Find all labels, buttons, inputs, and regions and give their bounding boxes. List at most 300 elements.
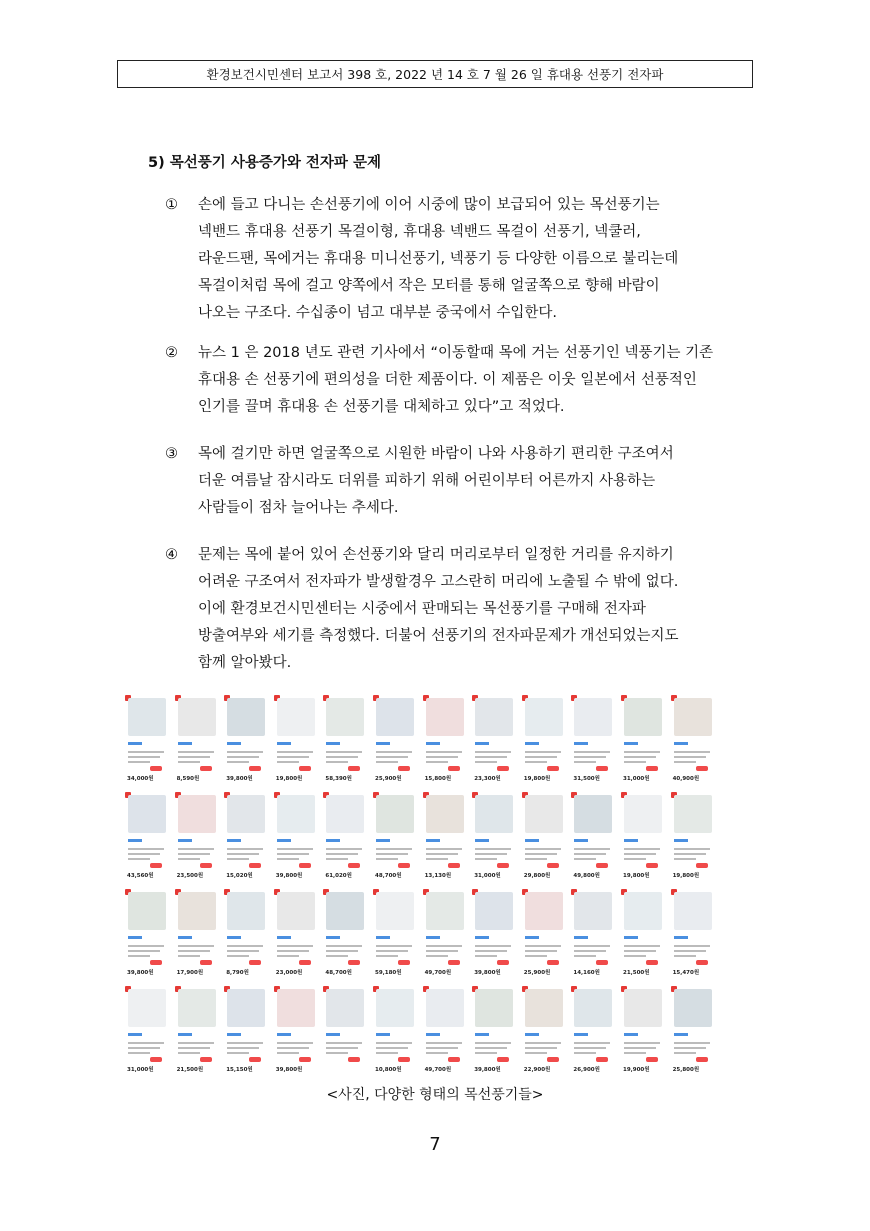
product-card [620,985,664,1079]
discount-badge [249,863,261,868]
product-price: 25,900원 [523,970,551,976]
paragraph-line: 휴대용 손 선풍기에 편의성을 더한 제품이다. 이 제품은 이웃 일본에서 선풍적인 [198,372,697,388]
product-title-line [178,955,200,957]
product-title-line [426,1042,462,1044]
product-title-line [326,853,358,855]
product-title-line [128,1042,164,1044]
seller-tag [227,1033,241,1036]
product-title-line [227,955,249,957]
product-thumbnail [277,795,315,833]
product-title-line [674,1052,696,1054]
product-title-line [426,950,458,952]
paragraph-number: ② [165,345,178,361]
product-title-line [178,1047,210,1049]
discount-badge [398,1057,410,1062]
discount-badge [249,1057,261,1062]
discount-badge [596,960,608,965]
product-title-line [574,756,606,758]
product-title-line [525,761,547,763]
product-card [124,985,168,1079]
product-title-line [326,751,362,753]
photo-caption: <사진, 다양한 형태의 목선풍기들> [326,1087,544,1103]
discount-badge [646,863,658,868]
discount-badge [448,766,460,771]
discount-badge [348,863,360,868]
seller-tag [624,839,638,842]
product-thumbnail [674,698,712,736]
product-card [670,888,714,982]
product-title-line [128,1052,150,1054]
product-price: 19,800원 [275,776,303,782]
product-title-line [277,858,299,860]
product-title-line [277,1052,299,1054]
product-title-line [574,950,606,952]
product-price: 40,900원 [672,776,700,782]
product-price: 39,800원 [474,1067,501,1073]
product-card [273,791,317,885]
product-title-line [277,950,309,952]
discount-badge [299,766,311,771]
product-thumbnail [227,795,265,833]
product-thumbnail [326,698,364,736]
product-price: 19,800원 [623,873,650,879]
product-thumbnail [326,795,364,833]
discount-badge [398,960,410,965]
discount-badge [696,863,708,868]
product-title-line [574,761,596,763]
product-title-line [128,950,160,952]
paragraph-line: 사람들이 점차 늘어나는 추세다. [198,500,399,516]
product-title-line [674,1047,706,1049]
product-title-line [277,945,313,947]
product-title-line [674,1042,710,1044]
product-price: 49,700원 [424,970,452,976]
seller-tag [574,839,588,842]
product-title-line [624,751,660,753]
product-thumbnail [426,892,464,930]
seller-tag [128,1033,142,1036]
product-title-line [178,945,214,947]
product-card [521,888,565,982]
discount-badge [497,960,509,965]
product-price: 15,470원 [672,970,700,976]
product-thumbnail [376,892,414,930]
product-price: 23,300원 [474,776,501,782]
paragraph-line: 뉴스 1 은 2018 년도 관련 기사에서 “이동할때 목에 거는 선풍기인 넥풍기는 기존 [198,345,714,361]
product-card [670,694,714,788]
product-thumbnail [227,989,265,1027]
product-title-line [128,848,164,850]
product-card [471,694,515,788]
seller-tag [674,839,688,842]
product-price: 15,150원 [226,1067,253,1073]
product-title-line [525,950,557,952]
seller-tag [178,936,192,939]
discount-badge [348,1057,360,1062]
product-title-line [277,1042,313,1044]
discount-badge [696,960,708,965]
product-card [422,985,466,1079]
product-thumbnail [277,892,315,930]
product-title-line [674,945,710,947]
product-thumbnail [525,795,563,833]
product-price: 49,700원 [424,1067,452,1073]
paragraph-line: 방출여부와 세기를 측정했다. 더불어 선풍기의 전자파문제가 개선되었는지도 [198,628,679,644]
product-thumbnail [128,892,166,930]
discount-badge [646,766,658,771]
product-title-line [525,1042,561,1044]
seller-tag [326,1033,340,1036]
product-thumbnail [426,795,464,833]
product-price: 21,500원 [176,1067,204,1073]
discount-badge [547,960,559,965]
product-title-line [574,1042,610,1044]
product-price: 58,390원 [325,776,352,782]
paragraph-line: 넥밴드 휴대용 선풍기 목걸이형, 휴대용 넥밴드 목걸이 선풍기, 넥쿨러, [198,224,641,240]
product-title-line [227,756,259,758]
paragraph-line: 이에 환경보건시민센터는 시중에서 판매되는 목선풍기를 구매해 전자파 [198,601,646,617]
product-card [223,985,267,1079]
product-thumbnail [574,698,612,736]
product-title-line [128,853,160,855]
discount-badge [150,960,162,965]
product-title-line [624,1047,656,1049]
seller-tag [624,936,638,939]
product-card [174,985,218,1079]
product-title-line [376,761,398,763]
product-thumbnail [674,989,712,1027]
discount-badge [150,766,162,771]
discount-badge [547,1057,559,1062]
product-title-line [277,1047,309,1049]
product-thumbnail [277,698,315,736]
product-title-line [376,955,398,957]
product-title-line [277,751,313,753]
product-title-line [227,1052,249,1054]
seller-tag [128,839,142,842]
product-thumbnail [227,892,265,930]
product-price: 31,000원 [623,776,650,782]
product-price: 39,800원 [275,1067,303,1073]
product-title-line [426,945,462,947]
product-title-line [525,848,561,850]
product-card [372,791,416,885]
paragraph-number: ④ [165,547,178,563]
product-title-line [326,848,362,850]
product-title-line [475,761,497,763]
product-thumbnail [574,989,612,1027]
product-price: 23,000원 [275,970,303,976]
seller-tag [178,1033,192,1036]
product-title-line [178,858,200,860]
product-title-line [525,945,561,947]
discount-badge [646,1057,658,1062]
product-thumbnail [426,698,464,736]
product-title-line [525,1052,547,1054]
product-title-line [624,756,656,758]
product-card [174,791,218,885]
product-thumbnail [525,892,563,930]
product-title-line [574,1047,606,1049]
paragraph-line: 나오는 구조다. 수십종이 넘고 대부분 중국에서 수입한다. [198,305,558,321]
seller-tag [674,1033,688,1036]
seller-tag [376,936,390,939]
product-title-line [277,955,299,957]
product-title-line [326,950,358,952]
product-thumbnail [426,989,464,1027]
product-title-line [426,1047,458,1049]
product-title-line [674,858,696,860]
seller-tag [574,742,588,745]
seller-tag [574,1033,588,1036]
product-title-line [326,858,348,860]
seller-tag [525,1033,539,1036]
discount-badge [646,960,658,965]
product-card [570,888,614,982]
discount-badge [348,960,360,965]
paragraph-3 [165,441,755,522]
discount-badge [299,863,311,868]
product-title-line [525,955,547,957]
product-title-line [376,858,398,860]
product-title-line [227,853,259,855]
seller-tag [376,1033,390,1036]
product-title-line [475,853,507,855]
discount-badge [696,1057,708,1062]
product-price: 19,800원 [672,873,700,879]
product-card [471,791,515,885]
product-thumbnail [624,989,662,1027]
discount-badge [200,1057,212,1062]
product-card [223,694,267,788]
product-title-line [376,945,412,947]
product-title-line [624,950,656,952]
product-card [223,791,267,885]
product-title-line [525,751,561,753]
product-title-line [128,761,150,763]
product-title-line [624,761,646,763]
seller-tag [426,742,440,745]
product-title-line [376,1052,398,1054]
discount-badge [596,1057,608,1062]
seller-tag [475,742,489,745]
seller-tag [624,1033,638,1036]
paragraph-number: ③ [165,446,178,462]
product-thumbnail [376,989,414,1027]
section-title: 5) 목선풍기 사용증가와 전자파 문제 [148,155,382,171]
discount-badge [497,1057,509,1062]
product-title-line [574,853,606,855]
product-price: 22,900원 [523,1067,551,1073]
product-title-line [376,1047,408,1049]
product-card [372,985,416,1079]
product-thumbnail [326,892,364,930]
product-price: 39,800원 [275,873,303,879]
seller-tag [227,839,241,842]
product-thumbnail [475,892,513,930]
product-photo-grid [124,694,719,1078]
product-title-line [426,858,448,860]
discount-badge [696,766,708,771]
product-price: 25,900원 [375,776,402,782]
seller-tag [475,839,489,842]
product-price: 23,500원 [176,873,204,879]
product-title-line [475,955,497,957]
product-title-line [426,756,458,758]
seller-tag [376,742,390,745]
paragraph-line: 더운 여름날 잠시라도 더위를 피하기 위해 어린이부터 어른까지 사용하는 [198,473,656,489]
product-price: 48,700원 [375,873,402,879]
product-title-line [674,761,696,763]
product-price: 15,020원 [226,873,253,879]
product-thumbnail [128,698,166,736]
product-title-line [574,848,610,850]
seller-tag [624,742,638,745]
paragraph-4 [165,542,755,677]
product-thumbnail [178,892,216,930]
product-title-line [574,955,596,957]
discount-badge [200,960,212,965]
product-title-line [227,950,259,952]
product-title-line [178,761,200,763]
product-card [620,888,664,982]
product-thumbnail [475,698,513,736]
product-title-line [475,950,507,952]
product-card [322,694,366,788]
product-thumbnail [326,989,364,1027]
product-price: 43,560원 [127,873,154,879]
product-title-line [574,751,610,753]
discount-badge [150,1057,162,1062]
product-price: 8,790원 [226,970,249,976]
discount-badge [596,766,608,771]
product-card [670,791,714,885]
product-title-line [525,853,557,855]
product-thumbnail [475,795,513,833]
product-title-line [326,761,348,763]
product-thumbnail [525,989,563,1027]
discount-badge [596,863,608,868]
product-card [322,985,366,1079]
product-title-line [227,1047,259,1049]
product-thumbnail [624,892,662,930]
seller-tag [525,839,539,842]
product-price: 26,900원 [573,1067,600,1073]
product-title-line [178,1042,214,1044]
product-card [521,694,565,788]
seller-tag [277,1033,291,1036]
product-price: 39,800원 [226,776,253,782]
seller-tag [326,742,340,745]
seller-tag [426,1033,440,1036]
product-card [620,791,664,885]
product-title-line [624,1042,660,1044]
product-title-line [624,955,646,957]
discount-badge [497,863,509,868]
product-card [422,694,466,788]
discount-badge [398,863,410,868]
seller-tag [128,936,142,939]
seller-tag [475,936,489,939]
product-price: 31,000원 [127,1067,154,1073]
product-thumbnail [475,989,513,1027]
product-price: 29,800원 [523,873,551,879]
seller-tag [277,742,291,745]
seller-tag [227,936,241,939]
product-title-line [178,848,214,850]
product-title-line [178,751,214,753]
discount-badge [547,766,559,771]
product-thumbnail [674,892,712,930]
seller-tag [178,742,192,745]
product-title-line [326,756,358,758]
product-title-line [326,955,348,957]
product-title-line [426,1052,448,1054]
seller-tag [475,1033,489,1036]
seller-tag [674,936,688,939]
product-price: 49,800원 [573,873,600,879]
product-card [322,791,366,885]
seller-tag [277,839,291,842]
report-header [117,60,753,88]
product-title-line [277,848,313,850]
product-title-line [376,756,408,758]
seller-tag [326,839,340,842]
product-title-line [376,853,408,855]
product-card [471,985,515,1079]
product-title-line [525,1047,557,1049]
seller-tag [376,839,390,842]
product-title-line [475,756,507,758]
product-card [174,694,218,788]
product-card [570,791,614,885]
product-card [471,888,515,982]
paragraph-number: ① [165,197,178,213]
discount-badge [448,960,460,965]
product-title-line [128,1047,160,1049]
product-title-line [426,853,458,855]
product-card [521,791,565,885]
product-price: 19,800원 [523,776,551,782]
product-title-line [227,858,249,860]
product-card [223,888,267,982]
seller-tag [128,742,142,745]
product-title-line [128,945,164,947]
seller-tag [426,936,440,939]
product-price: 31,500원 [573,776,600,782]
product-card [273,694,317,788]
product-title-line [674,955,696,957]
product-thumbnail [128,989,166,1027]
product-title-line [674,848,710,850]
seller-tag [277,936,291,939]
product-title-line [277,853,309,855]
product-title-line [475,751,511,753]
product-title-line [326,1052,348,1054]
product-card [124,888,168,982]
paragraph-line: 문제는 목에 붙어 있어 손선풍기와 달리 머리로부터 일정한 거리를 유지하기 [198,547,674,563]
product-price: 21,500원 [623,970,650,976]
product-thumbnail [128,795,166,833]
product-title-line [376,751,412,753]
product-title-line [178,756,210,758]
product-title-line [227,1042,263,1044]
product-title-line [326,945,362,947]
product-price: 19,900원 [623,1067,650,1073]
paragraph-line: 손에 들고 다니는 손선풍기에 이어 시중에 많이 보급되어 있는 목선풍기는 [198,197,660,213]
paragraph-line: 목걸이처럼 목에 걸고 양쪽에서 작은 모터를 통해 얼굴쪽으로 향해 바람이 [198,278,660,294]
product-thumbnail [178,698,216,736]
